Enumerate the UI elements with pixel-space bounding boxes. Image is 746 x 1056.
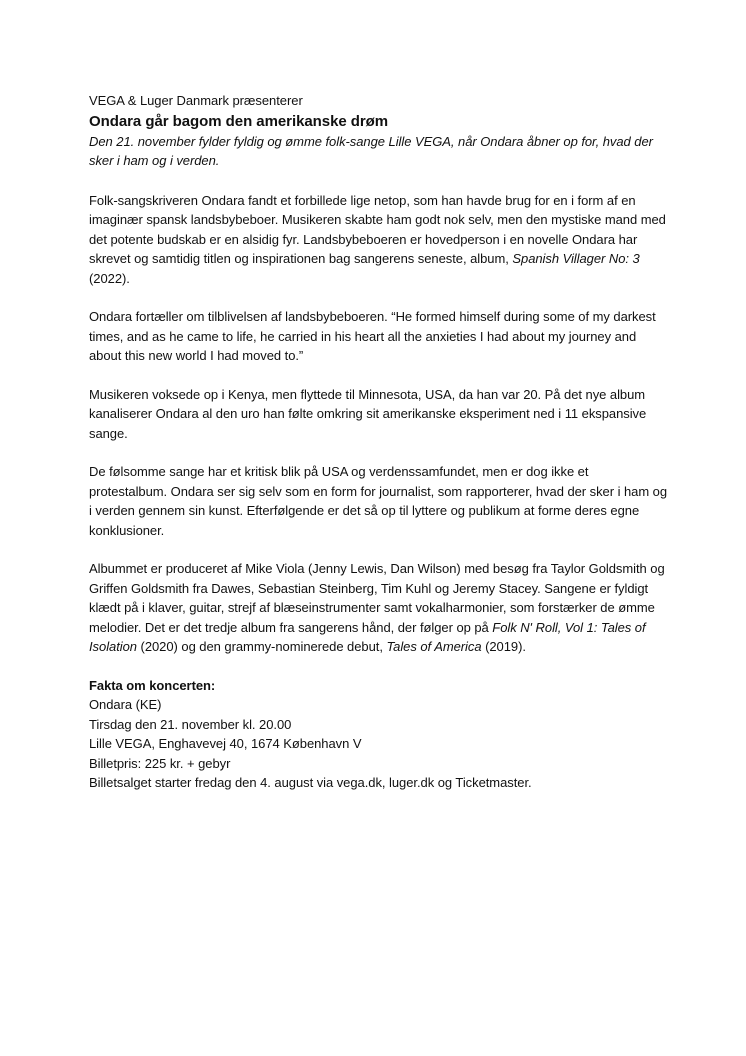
paragraph-5-end: (2019). (481, 639, 526, 654)
facts-title: Fakta om koncerten: (89, 677, 216, 693)
paragraph-1 (89, 191, 669, 289)
lead-paragraph: Den 21. november fylder fyldig og ømme folk-sange Lille VEGA, når Ondara åbner op for, hvad der sker i ham og i verden. (89, 133, 653, 168)
paragraph-1-end: (2022). (89, 270, 130, 286)
facts-artist: Ondara (KE) (89, 697, 162, 712)
facts-ticket-sale: Billetsalget starter fredag den 4. august via vega.dk, luger.dk og Ticketmaster. (89, 775, 532, 790)
paragraph-1-text: Folk-sangskriveren Ondara fandt et forbillede lige netop, som han havde brug for en i form af en imaginær spansk landsbybeboer. Musikeren skabte ham godt nok selv, men den mystiske mand med det potente budskab er en alsidig fyr. Landsbybeboeren er hovedperson i en novelle Ondara har skrevet og samtidig titlen og inspirationen bag sangerens seneste, album, (89, 192, 666, 266)
headline: Ondara går bagom den amerikanske drøm (89, 112, 389, 130)
facts-date: Tirsdag den 21. november kl. 20.00 (89, 716, 292, 732)
paragraph-4: De følsomme sange har et kritisk blik på USA og verdenssamfundet, men er dog ikke et protestalbum. Ondara ser sig selv som en form for journalist, som rapporterer, hvad der sker i ham og i verden gennem sin kunst. Efterfølgende er det så op til lyttere og publikum at forme deres egne konklusioner. (89, 464, 668, 538)
album-title-tales-of-america: Tales of America (386, 639, 482, 654)
paragraph-2: Ondara fortæller om tilblivelsen af landsbybeboeren. “He formed himself during some of my darkest times, and as he came to life, he carried in his heart all the anxieties I had about my journey and about this new world I had moved to.” (89, 309, 656, 363)
album-title-spanish-villager: Spanish Villager No: 3 (512, 251, 640, 266)
album-title-folk-n-roll: Folk N' Roll, Vol 1: Tales of Isolation (89, 619, 646, 654)
paragraph-5-mid: (2020) og den grammy-nominerede debut, (136, 639, 387, 654)
paragraph-5 (89, 559, 669, 657)
presenter-line: VEGA & Luger Danmark præsenterer (89, 93, 303, 108)
facts-price: Billetpris: 225 kr. + gebyr (89, 755, 231, 771)
paragraph-5-text: Albummet er produceret af Mike Viola (Jenny Lewis, Dan Wilson) med besøg fra Taylor Goldsmith og Griffen Goldsmith fra Dawes, Sebastian Steinberg, Tim Kuhl og Jeremy Stacey. Sangene er fyldigt klædt på i klaver, guitar, strejf af blæseinstrumenter samt vokalharmonier, som forstærker de ømme melodier. Det er det tredje album fra sangerens hånd, der følger op på (89, 561, 665, 635)
facts-venue: Lille VEGA, Enghavevej 40, 1674 København V (89, 736, 362, 751)
concert-facts (89, 676, 669, 793)
paragraph-3: Musikeren voksede op i Kenya, men flyttede til Minnesota, USA, da han var 20. På det nye album kanaliserer Ondara al den uro han følte omkring sit amerikanske eksperiment ned i 11 ekspansive sange. (89, 386, 647, 441)
document-body (89, 91, 669, 793)
